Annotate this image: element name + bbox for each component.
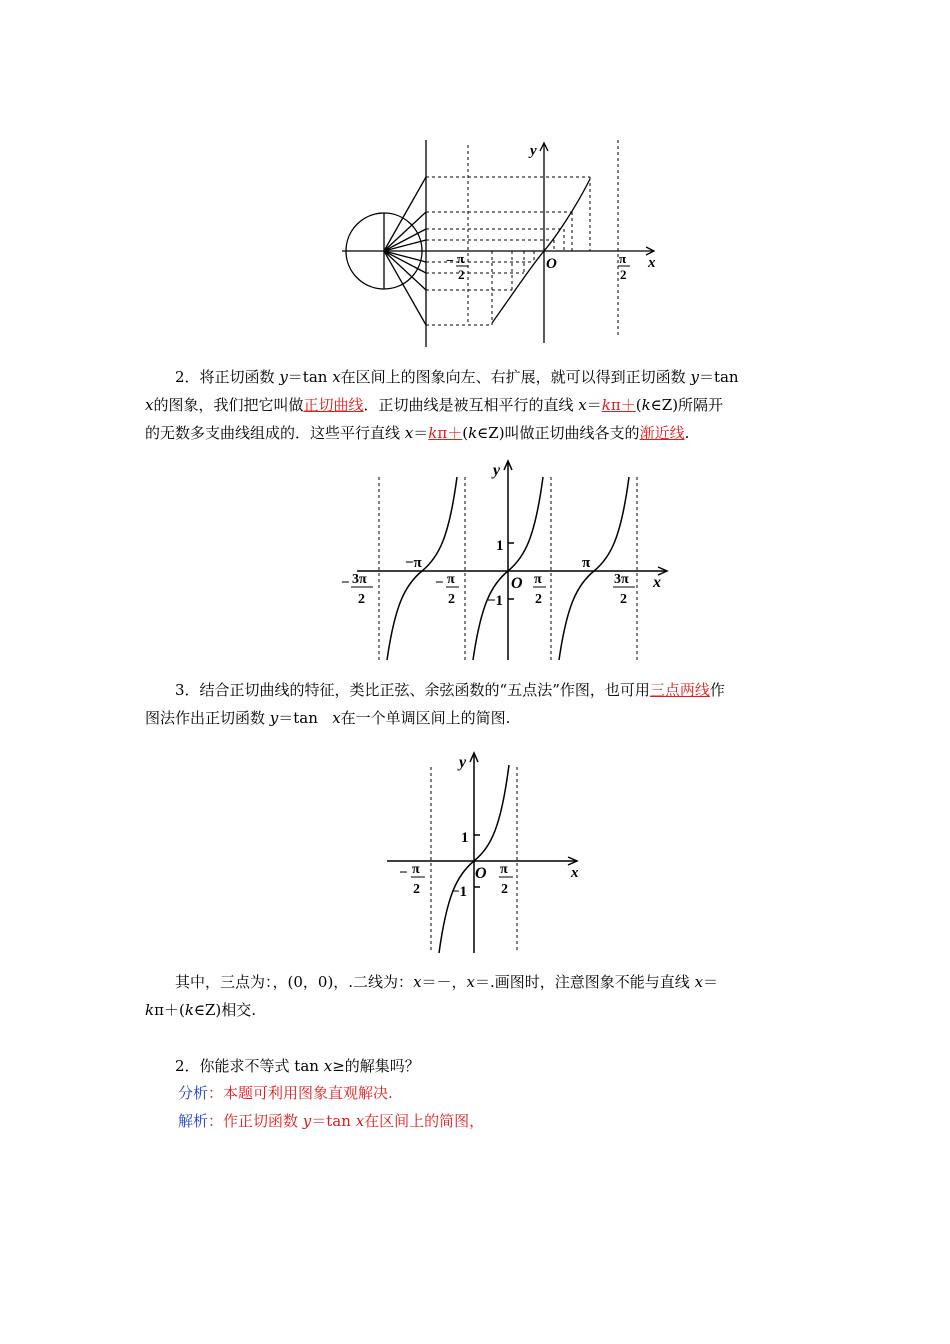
section2-line1: 2．将正切函数 y＝tan x在区间上的图象向左、右扩展，就可以得到正切函数 y＝tan <box>175 368 739 386</box>
term-three-points: 三点两线 <box>649 681 710 699</box>
neg-three-half-pi-sign: − <box>341 575 350 591</box>
half-pi-denominator: 2 <box>620 267 627 282</box>
section4-line2: kπ＋(k∈Z)相交. <box>145 1001 257 1019</box>
term-tan-curve: 正切曲线 <box>303 396 364 414</box>
tick-label-neg-one: −1 <box>487 593 504 609</box>
neg-half-pi-sign: − <box>399 865 408 881</box>
half-pi-numerator: π <box>500 862 508 877</box>
analysis-line: 分析：本题可利用图象直观解决. <box>178 1084 393 1102</box>
section2-line2: x的图象，我们把它叫做正切曲线．正切曲线是被互相平行的直线 x＝kπ＋(k∈Z)所隔开 <box>145 396 724 414</box>
section2-line3: 的无数多支曲线组成的．这些平行直线 x＝kπ＋(k∈Z)叫做正切曲线各支的渐近线. <box>145 424 690 442</box>
term-asymptote: 渐近线 <box>639 424 685 442</box>
x-axis-label: x <box>648 255 656 271</box>
origin-label: O <box>475 865 487 882</box>
tick-label-neg-pi: −π <box>405 555 422 571</box>
x-axis-label: x <box>571 865 579 881</box>
section4-line1: 其中，三点为：，(0，0)，.二线为：x＝－，x＝.画图时，注意图象不能与直线 x＝ <box>175 973 719 991</box>
half-pi-denominator: 2 <box>501 882 508 897</box>
section3-line1: 3．结合正切曲线的特征，类比正弦、余弦函数的“五点法”作图，也可用三点两线作 <box>175 681 725 699</box>
analysis-label: 分析 <box>178 1084 209 1102</box>
neg-half-pi-denominator: 2 <box>413 882 420 897</box>
neg-half-pi-numerator: π <box>412 862 420 877</box>
neg-three-half-pi-denominator: 2 <box>358 592 365 607</box>
tick-label-pi: π <box>582 555 591 571</box>
tick-label-one: 1 <box>461 830 469 846</box>
solution-line: 解析：作正切函数 y＝tan x在区间上的简图， <box>178 1112 485 1130</box>
neg-three-half-pi-numerator: 3π <box>352 572 367 587</box>
tan-single-branch-figure <box>385 745 590 957</box>
neg-half-pi-denominator: 2 <box>448 592 455 607</box>
neg-half-pi-numerator: π <box>447 572 455 587</box>
y-axis-label: y <box>530 143 537 159</box>
y-axis-label: y <box>459 754 467 771</box>
tick-label-one: 1 <box>496 538 504 554</box>
question-line: 2．你能求不等式 tan x≥的解集吗？ <box>175 1057 420 1075</box>
half-pi-numerator: π <box>619 251 627 266</box>
origin-label: O <box>546 256 557 272</box>
origin-label: O <box>511 575 523 592</box>
three-half-pi-numerator: 3π <box>614 572 629 587</box>
half-pi-denominator: 2 <box>535 592 542 607</box>
neg-half-pi-denominator: 2 <box>458 267 465 282</box>
tan-curve-figure <box>335 455 680 665</box>
half-pi-numerator: π <box>534 572 542 587</box>
neg-half-pi-sign: − <box>435 575 444 591</box>
tan-construction-figure <box>332 135 672 350</box>
y-axis-label: y <box>493 462 501 479</box>
x-axis-label: x <box>653 574 661 591</box>
tick-label-neg-one: −1 <box>451 884 468 900</box>
three-half-pi-denominator: 2 <box>620 592 627 607</box>
neg-half-pi-numerator: π <box>457 251 465 266</box>
neg-sign: − <box>446 254 454 269</box>
section3-line2: 图法作出正切函数 y＝tan x在一个单调区间上的简图. <box>145 709 511 727</box>
solution-label: 解析 <box>178 1112 209 1130</box>
